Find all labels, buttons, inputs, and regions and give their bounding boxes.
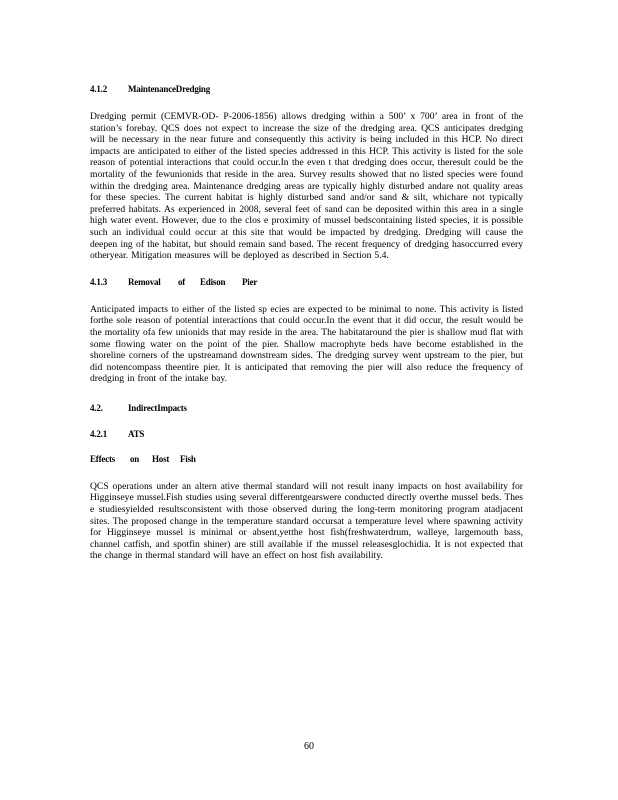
section-heading-4-2-1	[90, 428, 523, 440]
section-number: 4.2.1	[90, 428, 108, 439]
page-number: 60	[304, 741, 314, 752]
paragraph-maintenance-dredging: Dredging permit (CEMVR-OD- P-2006-1856) allows dredging within a 500’ x 700’ area in front of the station’s forebay. QCS does not expect to increase the size of the dredging area. QCS anticipates dredging will be necessary in the near future and consequently this activity is being included in this HCP. No direct impacts are anticipated to either of the listed species addressed in this HCP. This activity is listed for the sole reason of potential interactions that could occur.In the even t that dredging does occur, theresult could be the mortality of the fewunionids that reside in the area. Survey results showed that no listed species were found within the dredging area. Maintenance dredging areas are typically highly disturbed andare not quality areas for these species. The current habitat is highly disturbed sand and/or sand & silt, whichare not typically preferred habitats. As experienced in 2008, several feet of sand can be deposited within this area in a single high water event. However, due to the clos e proximity of mussel bedscontaining listed species, it is possible such an individual could occur at this site that would be impacted by dredging. Dredging will cause the deepen ing of the habitat, but should remain sand based. The recent frequency of dredging hasoccurred every otheryear. Mitigation measures will be deployed as described in Section 5.4.	[90, 111, 523, 262]
section-title-word: Removal	[128, 276, 161, 287]
subsection-title-word: Effects	[90, 453, 116, 464]
subsection-title-word: Host	[152, 453, 170, 464]
section-title: ATS	[128, 428, 145, 439]
section-title-word: Edison	[200, 276, 226, 287]
section-title-word: Pier	[242, 276, 258, 287]
page-content	[90, 83, 523, 562]
section-heading-4-2	[90, 402, 523, 414]
section-number: 4.2.	[90, 402, 103, 413]
paragraph-effects-on-host-fish: QCS operations under an altern ative thermal standard will not result inany impacts on host availability for Higginseye mussel.Fish studies using several differentgearswere conducted directly overthe mussel beds. Thes e studiesyielded resultsconsistent with those observed during the long-term monitoring program atadjacent sites. The proposed change in the temperature standard occursat a temperature level where spawning activity for Higginseye mussel is minimal or absent,yetthe host fish(freshwaterdrum, walleye, largemouth bass, channel catfish, and spotfin shiner) are still available if the mussel releasesglochidia. It is not expected that the change in thermal standard will have an effect on host fish availability.	[90, 480, 523, 562]
section-heading-4-1-3	[90, 276, 523, 288]
section-title: IndirectImpacts	[128, 402, 187, 413]
section-number: 4.1.3	[90, 276, 108, 287]
subsection-title-word: Fish	[180, 453, 196, 464]
section-title-word: of	[178, 276, 186, 287]
section-number: 4.1.2	[90, 84, 108, 94]
subsection-title-word: on	[130, 453, 140, 464]
subsection-heading-effects-on-host-fish	[90, 453, 523, 465]
section-heading-4-1-2	[90, 83, 523, 95]
section-title: MaintenanceDredging	[128, 84, 211, 94]
paragraph-edison-pier: Anticipated impacts to either of the listed sp ecies are expected to be minimal to none. This activity is listed forthe sole reason of potential interactions that could occur.In the event that it did occur, the result would be the mortality ofa few unionids that may reside in the area. The habitataround the pier is shallow mud flat with some flowing water on the point of the pier. Shallow macrophyte beds have become established in the shoreline corners of the upstreamand downstream sides. The dredging survey went upstream to the pier, but did notencompass theentire pier. It is anticipated that removing the pier will also reduce the frequency of dredging in front of the intake bay.	[90, 303, 523, 385]
